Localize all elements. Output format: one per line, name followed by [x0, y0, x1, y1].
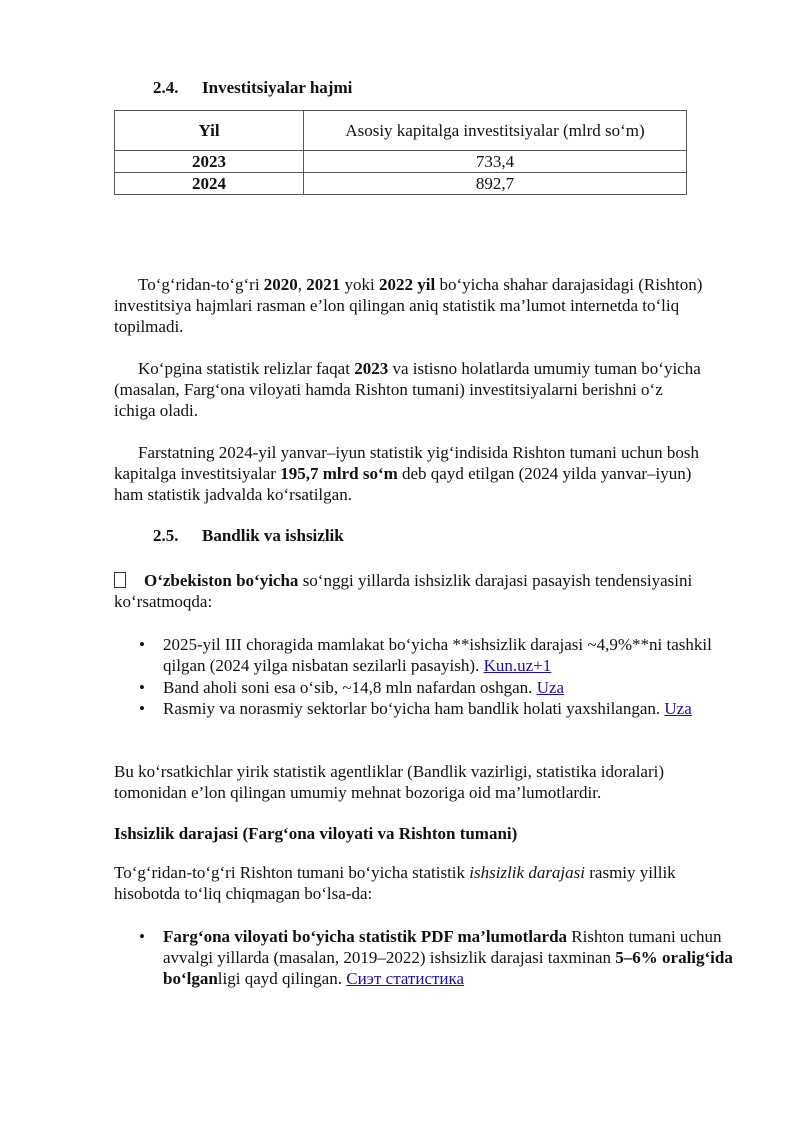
table-cell-year: 2024 [115, 173, 304, 195]
paragraph-investment-availability: To‘g‘ridan-to‘g‘ri 2020, 2021 yoki 2022 yil bo‘yicha shahar darajasidagi (Rishton) investitsiya hajmlari rasman e’lon qilingan aniq statistik ma’lumot internetda to‘liq topilmadi. [114, 275, 703, 336]
list-item: 2025-yil III choragida mamlakat bo‘yicha **ishsizlik darajasi ~4,9%**ni tashkil qilgan (2024 yilga nisbatan sezilarli pasayish). Kun.uz+1 [163, 635, 712, 675]
bullet-icon: • [139, 635, 145, 654]
section-heading-2-4 [153, 77, 352, 98]
paragraph-uzbekistan-unemployment: O‘zbekiston bo‘yicha so‘nggi yillarda ishsizlik darajasi pasayish tendensiyasini ko‘rsatmoqda: [114, 571, 693, 611]
list-item: Farg‘ona viloyati bo‘yicha statistik PDF ma’lumotlarda Rishton tumani uchun avvalgi yillarda (masalan, 2019–2022) ishsizlik darajasi taxminan 5–6% oralig‘ida bo‘lganligi qayd qilingan. Сиэт статистика [163, 927, 733, 988]
list-item: Rasmiy va norasmiy sektorlar bo‘yicha ham bandlik holati yaxshilangan. Uza [163, 699, 692, 718]
source-link-uza[interactable]: Uza [664, 699, 692, 718]
paragraph-statistical-releases: Ko‘pgina statistik relizlar faqat 2023 va istisno holatlarda umumiy tuman bo‘yicha (masalan, Farg‘ona viloyati hamda Rishton tumani) investitsiyalarni berishni o‘z ichiga oladi. [114, 359, 701, 420]
investment-table [114, 110, 687, 195]
table-header-investment: Asosiy kapitalga investitsiyalar (mlrd so‘m) [304, 111, 687, 151]
table-row [115, 173, 687, 195]
table-header-year: Yil [115, 111, 304, 151]
list-item: Band aholi soni esa o‘sib, ~14,8 mln nafardan oshgan. Uza [163, 678, 565, 697]
section-title: Investitsiyalar hajmi [202, 78, 353, 97]
paragraph-farstat-2024: Farstatning 2024-yil yanvar–iyun statistik yig‘indisida Rishton tumani uchun bosh kapitalga investitsiyalar 195,7 mlrd so‘m deb qayd etilgan (2024 yilda yanvar–iyun) ham statistik jadvalda ko‘rsatilgan. [114, 443, 699, 504]
section-number: 2.5. [153, 526, 179, 545]
bullet-icon: • [139, 678, 145, 697]
table-cell-value: 892,7 [304, 173, 687, 195]
section-heading-2-5 [153, 525, 344, 546]
bullet-icon: • [139, 699, 145, 718]
missing-glyph-icon [114, 572, 126, 588]
source-link-kun-uz[interactable]: Kun.uz+1 [483, 656, 552, 675]
subheading-unemployment-rate: Ishsizlik darajasi (Farg‘ona viloyati va Rishton tumani) [114, 824, 518, 843]
table-cell-year: 2023 [115, 151, 304, 173]
section-number: 2.4. [153, 78, 179, 97]
source-link-statistics[interactable]: Сиэт статистика [346, 969, 465, 988]
bullet-icon: • [139, 927, 145, 946]
paragraph-rishton-unemployment: To‘g‘ridan-to‘g‘ri Rishton tumani bo‘yicha statistik ishsizlik darajasi rasmiy yillik hisobotda to‘liq chiqmagan bo‘lsa-da: [114, 863, 676, 903]
source-link-uza[interactable]: Uza [536, 678, 565, 697]
table-row [115, 151, 687, 173]
table-cell-value: 733,4 [304, 151, 687, 173]
section-title: Bandlik va ishsizlik [202, 526, 344, 545]
table-header-row [115, 111, 687, 151]
paragraph-statistics-note: Bu ko‘rsatkichlar yirik statistik agentliklar (Bandlik vazirligi, statistika idoralari) tomonidan e’lon qilingan umumiy mehnat bozoriga oid ma’lumotlardir. [114, 762, 665, 802]
